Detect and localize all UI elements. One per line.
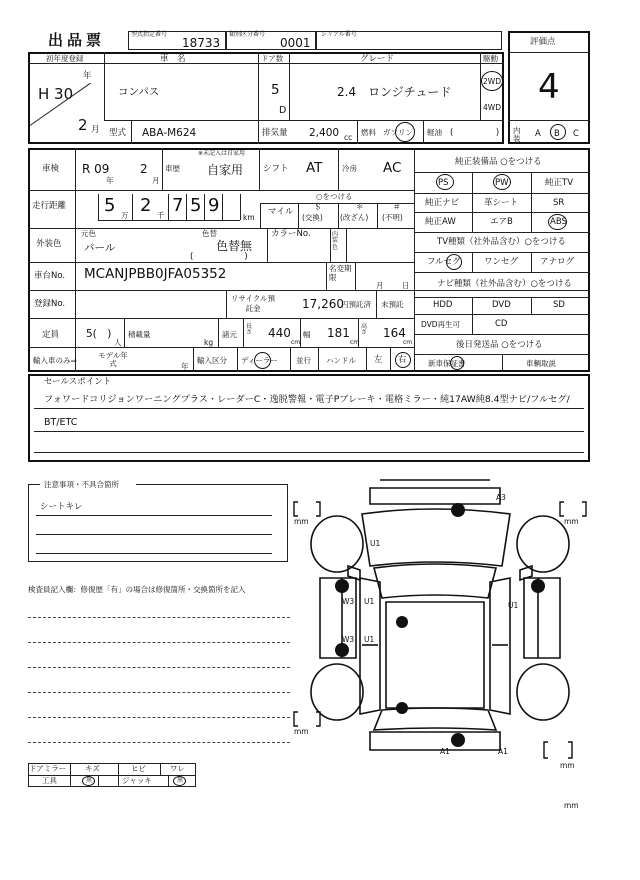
first-reg-year-unit: 年 (83, 71, 92, 81)
equip-pw-circle (493, 174, 511, 190)
import-label: 輸入車のみ⇒ (33, 356, 77, 365)
recycle-value: 17,260 (302, 297, 344, 311)
mileage-km: km (243, 213, 255, 222)
tv-fullseg: フルセグ (427, 257, 461, 267)
tv-type-label: TV種類（社外品含む）○をつける (437, 237, 566, 247)
diagram-a1-rear-right: A1 (498, 747, 508, 756)
fuel-gasoline: ガソリン (383, 128, 413, 137)
notes-label: 注意事項・不具合箇所 (44, 480, 119, 489)
diagram-mm-front-left: mm (294, 517, 309, 526)
doors-value: 5 (271, 82, 280, 98)
plate-limit-month: 月 (376, 281, 384, 290)
mileage-digit-3: 7 (172, 195, 184, 216)
door-type-value: D (279, 105, 287, 116)
diagram-u1-hood: U1 (370, 539, 381, 548)
mile-label: マイル (268, 207, 294, 217)
fuel-circle (395, 122, 415, 142)
mile-tamper: ＊ (356, 202, 364, 211)
interior-b: B (554, 129, 560, 139)
car-name-value: コンパス (118, 86, 160, 98)
legend-jack-mark: 無 (177, 777, 184, 784)
color-paren: ( ) (190, 252, 248, 262)
import-cat-label: 輸入区分 (197, 356, 227, 365)
height-cm: cm (403, 339, 413, 346)
legend-hibi: ヒビ (131, 764, 146, 773)
plate-limit-day: 日 (402, 281, 410, 290)
width-cm: cm (350, 339, 360, 346)
import-dealer-circle (254, 352, 271, 369)
orig-color-label: 元色 (81, 229, 96, 238)
form-title: 出品票 (48, 31, 106, 49)
equip-pw: PW (495, 178, 509, 188)
width-label: 幅 (303, 330, 311, 339)
import-parallel: 並行 (296, 356, 311, 365)
cooler-value: AC (383, 160, 402, 176)
later-manual: 車輌取説 (526, 359, 556, 368)
sales-line-1: フォワードコリジョンワーニングプラス・レーダーC・逸脱警報・電子Pブレーキ・電格ミラー・純17AW純8.4型ナビ/フルセグ/ (44, 394, 570, 405)
legend-tools: 工具 (42, 776, 57, 785)
first-reg-label: 初年度登録 (46, 54, 84, 63)
cooler-label: 冷房 (342, 164, 357, 173)
legend-kizu: キズ (85, 764, 100, 773)
diagram-w3-rear-door: W3 (342, 635, 355, 644)
capacity-label: 定員 (42, 330, 60, 340)
color-change-value: 色替無 (216, 239, 253, 253)
mileage-sen: 千 (157, 211, 165, 220)
equip-ps-circle (436, 174, 454, 190)
disp-unit: cc (344, 133, 353, 142)
diagram-mm-front-right: mm (564, 517, 579, 526)
equip-airbag: エアB (490, 217, 513, 227)
first-reg-month-unit: 月 (91, 125, 100, 135)
type-label: 型式 (109, 128, 127, 138)
load-label: 積載量 (128, 330, 151, 339)
interior-label: 内装 (513, 126, 521, 143)
diesel-label: 軽油 (427, 128, 442, 137)
disp-value: 2,400 (309, 127, 340, 139)
color-no-label: カラーNo. (271, 229, 311, 239)
handle-right-circle (395, 352, 411, 368)
drive-2wd: 2WD (483, 77, 501, 86)
sales-line-2: BT/ETC (44, 417, 78, 428)
model-year-label: モデル年式 (98, 351, 128, 369)
equip-sr: SR (553, 198, 565, 208)
model-year-unit: 年 (181, 362, 189, 371)
equip-leather: 革シート (484, 198, 519, 208)
score-value: 4 (538, 67, 560, 107)
orig-color-value: パール (84, 242, 116, 254)
diagram-u1-rear-door: U1 (364, 635, 375, 644)
equip-abs: ABS (550, 217, 567, 227)
grade-value: 2.4 ロンジチュード (337, 85, 452, 99)
recycle-label: リサイクル預託金 (231, 294, 275, 313)
legend-ware: ワレ (170, 764, 185, 773)
handle-left: 左 (374, 355, 383, 365)
dims-label: 諸元 (222, 330, 237, 339)
diagram-u1-front-door: U1 (364, 597, 375, 606)
height-label: 高さ (361, 323, 368, 336)
mileage-man: 万 (121, 211, 129, 220)
legend-mirror: ドアミラー (29, 764, 67, 773)
reg-no-label: 登録No. (34, 299, 66, 309)
inspector-note: 検査員記入欄：修復歴「有」の場合は修復箇所・交換箇所を記入 (28, 585, 246, 594)
equip-ps: PS (438, 178, 449, 188)
chassis-value: MCANJPBB0JFA05352 (84, 266, 227, 282)
mile-tamper-note: (改ざん) (340, 213, 369, 222)
later-shipping-label: 後日発送品 ○をつける (456, 340, 543, 350)
length-value: 440 (268, 326, 291, 340)
exterior-label: 外装色 (36, 239, 62, 249)
drive-2wd-circle (481, 71, 503, 91)
length-cm: cm (291, 339, 301, 346)
model-no-label: 型式指定番号 (131, 31, 168, 38)
mile-exchange-note: (交換) (302, 213, 323, 222)
interior-color-label: 内装色 (332, 231, 339, 251)
mile-unknown: ＃ (393, 202, 401, 211)
notes-line-1: シートキレ (40, 502, 83, 512)
recycle-unpaid: 未預託 (381, 300, 404, 309)
plate-limit-label: 名変期限 (329, 264, 352, 282)
grade-label: グレード (360, 54, 395, 64)
handle-right: 右 (398, 355, 407, 365)
legend-jack: ジャッキ (122, 776, 152, 785)
shaken-month-unit: 月 (152, 176, 160, 185)
first-reg-month: 2 (78, 116, 88, 134)
diagram-mm-rear-right: mm (560, 761, 575, 770)
navi-type-label: ナビ種類（社外品含む）○をつける (437, 279, 572, 289)
tv-analog: アナログ (540, 257, 575, 267)
navi-cd: CD (495, 319, 508, 329)
navi-sd: SD (553, 300, 565, 310)
navi-dvd-play: DVD再生可 (421, 320, 461, 329)
equip-aw: 純正AW (425, 217, 456, 227)
mile-unknown-note: (不明) (382, 213, 403, 222)
tv-oneseg: ワンセグ (484, 257, 519, 267)
legend-jack-circle (173, 776, 186, 786)
equip-tv: 純正TV (545, 178, 574, 188)
fuel-label: 燃料 (361, 128, 376, 137)
model-no-value: 18733 (182, 36, 221, 50)
navi-dvd: DVD (492, 300, 511, 310)
interior-c: C (573, 129, 579, 139)
shift-value: AT (306, 160, 323, 176)
mileage-digit-5: 9 (208, 195, 220, 216)
mileage-digit-1: 5 (104, 195, 116, 216)
diagram-mm-bottom: mm (564, 801, 579, 810)
diesel-paren: ( ) (450, 128, 500, 138)
mileage-label: 走行距離 (32, 201, 67, 211)
genuine-equip-label: 純正装備品 ○をつける (455, 157, 542, 167)
chassis-label: 車台No. (34, 271, 66, 281)
shift-label: シフト (263, 164, 289, 174)
class-no-value: 0001 (280, 36, 311, 50)
capacity-value: 5( ) (86, 328, 112, 340)
shaken-year-unit: 年 (106, 176, 114, 185)
shaken-era: R 09 (82, 162, 110, 176)
color-change-label: 色替 (202, 229, 217, 238)
legend-tools-circle (82, 776, 95, 786)
first-reg-era: H 30 (38, 85, 74, 103)
import-dealer: ディーラー (241, 356, 278, 365)
handle-label: ハンドル (326, 356, 356, 365)
diagram-a3: A3 (496, 493, 506, 502)
later-warranty-circle (450, 356, 464, 370)
mile-exchange: ＄ (314, 202, 322, 211)
width-value: 181 (327, 326, 350, 340)
doors-label: ドア数 (261, 54, 284, 63)
class-no-label: 類別区分番号 (229, 31, 266, 38)
interior-a: A (535, 129, 541, 139)
height-value: 164 (383, 326, 406, 340)
tv-fullseg-circle (446, 254, 462, 270)
diagram-w3-front-door: W3 (342, 597, 355, 606)
load-unit: kg (204, 338, 214, 347)
mileage-digit-2: 2 (140, 195, 152, 216)
score-label: 評価点 (530, 37, 556, 47)
recycle-paid: 円預託済 (341, 300, 371, 309)
diagram-u1-right: U1 (508, 601, 519, 610)
disp-label: 排気量 (262, 128, 288, 138)
history-label: 車歴 (165, 164, 180, 173)
equip-navi: 純正ナビ (425, 198, 460, 208)
mileage-digit-4: 5 (190, 195, 202, 216)
diagram-mm-rear-left: mm (294, 727, 309, 736)
car-damage-diagram (290, 470, 590, 770)
notes-box (28, 484, 288, 562)
shaken-label: 車検 (42, 164, 60, 174)
equip-abs-circle (548, 214, 567, 230)
legend-tools-mark: 無 (86, 777, 93, 784)
diagram-a1-rear-left: A1 (440, 747, 450, 756)
sales-label: セールスポイント (44, 377, 112, 387)
drive-4wd: 4WD (483, 103, 501, 112)
later-warranty: 新車保証書 (428, 359, 466, 368)
shaken-month: 2 (140, 162, 148, 176)
type-value: ABA-M624 (142, 127, 197, 139)
history-note: ※未記入は自家用 (198, 150, 246, 157)
drive-label: 駆動 (483, 54, 498, 63)
mileage-attach-note: ○をつける (316, 192, 353, 201)
capacity-unit: 人 (114, 338, 122, 347)
serial-label: シリアル番号 (321, 31, 357, 38)
length-label: 長さ (246, 323, 253, 336)
car-name-label: 車 名 (160, 54, 186, 64)
sales-section (28, 374, 590, 462)
history-value: 自家用 (207, 163, 244, 177)
navi-hdd: HDD (433, 300, 453, 310)
